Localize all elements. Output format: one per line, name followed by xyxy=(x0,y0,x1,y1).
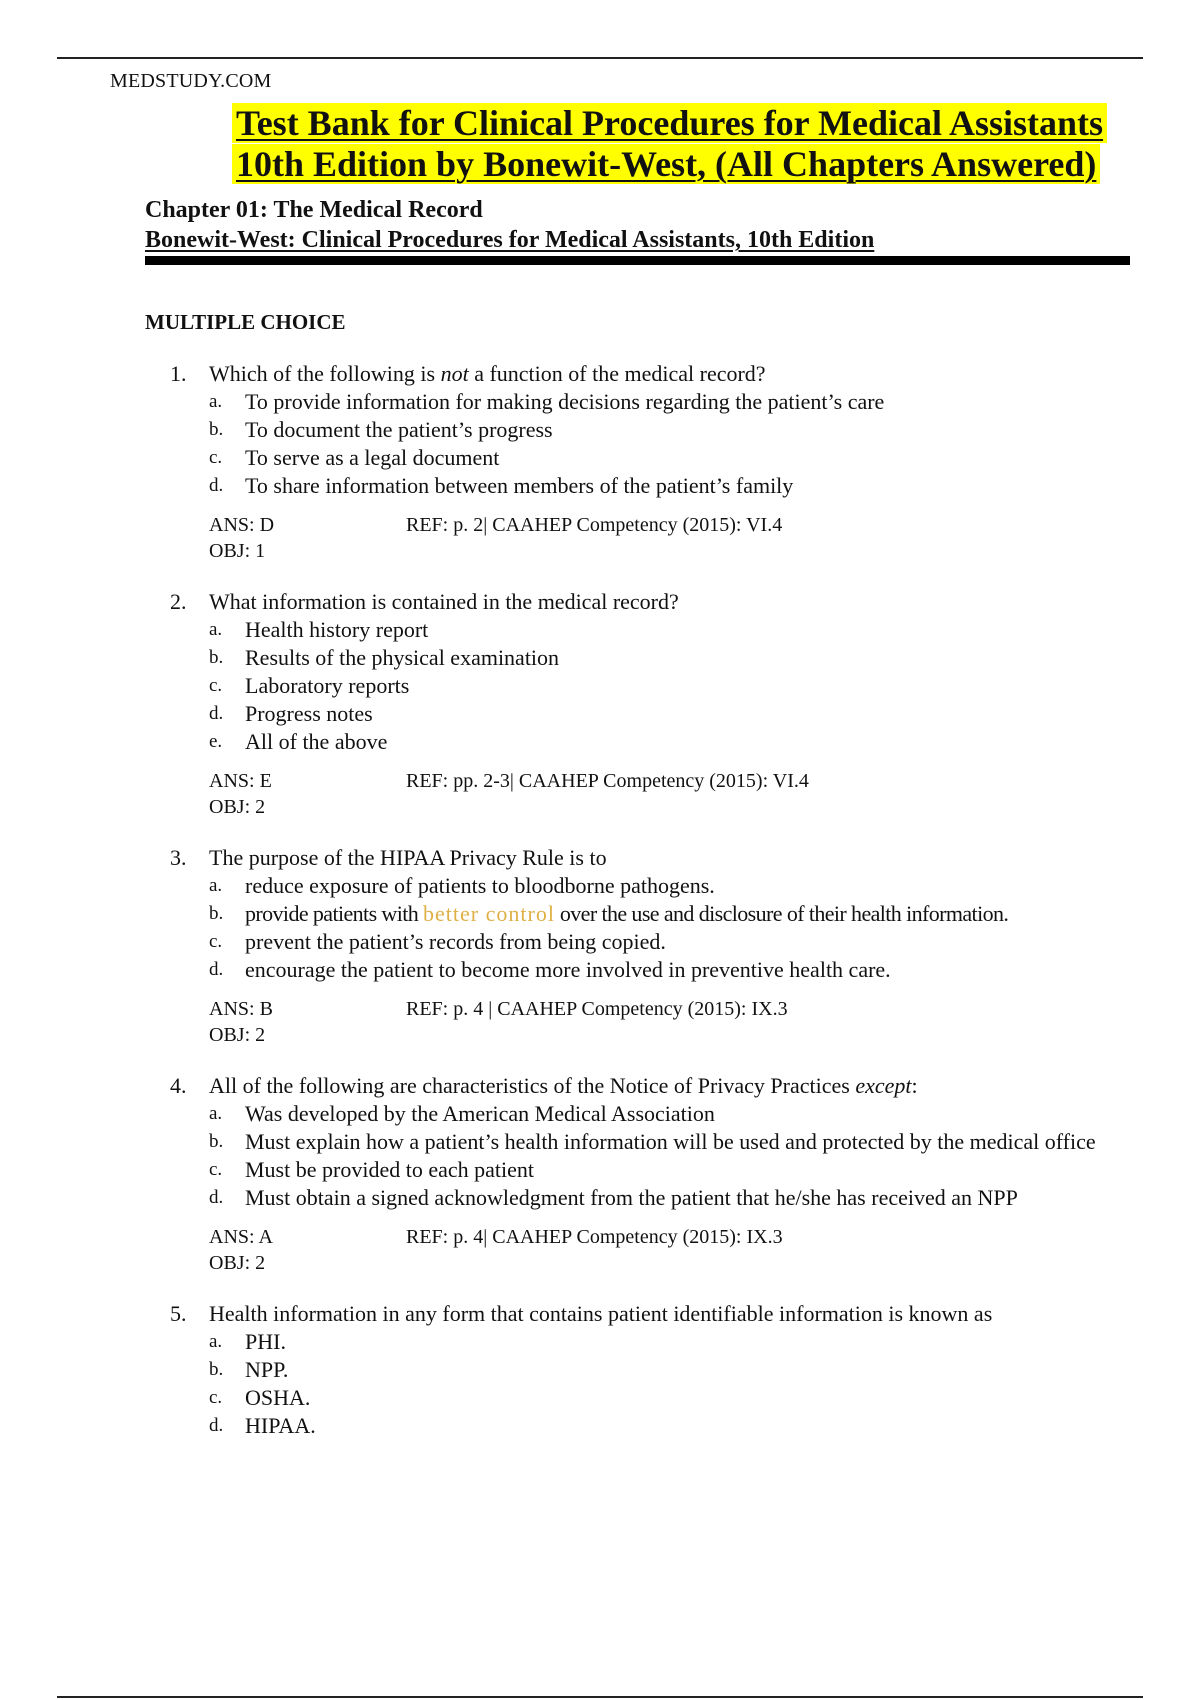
answer-option: a. Was developed by the American Medical Association xyxy=(209,1101,715,1126)
site-header: MEDSTUDY.COM xyxy=(110,70,272,92)
answer-key xyxy=(209,996,1100,1048)
reference: REF: p. 2| CAAHEP Competency (2015): VI.4 xyxy=(406,514,783,536)
document-title xyxy=(232,103,1132,185)
question-number: 4. xyxy=(170,1073,187,1098)
objective: OBJ: 2 xyxy=(209,1024,266,1046)
reference: REF: pp. 2-3| CAAHEP Competency (2015): VI.4 xyxy=(406,770,809,792)
objective: OBJ: 1 xyxy=(209,540,266,562)
question-5 xyxy=(170,1300,1100,1440)
answer-option: d. encourage the patient to become more involved in preventive health care. xyxy=(209,957,891,982)
answer-option: b. Results of the physical examination xyxy=(209,645,560,670)
question-3 xyxy=(170,844,1100,1048)
book-title: Bonewit-West: Clinical Procedures for Medical Assistants, 10th Edition xyxy=(145,227,875,253)
chapter-divider xyxy=(145,256,1130,265)
answer-option: b. To document the patient’s progress xyxy=(209,417,553,442)
question-2 xyxy=(170,588,1100,820)
objective: OBJ: 2 xyxy=(209,1252,266,1274)
answer-key xyxy=(209,512,1100,564)
answer-option: c. To serve as a legal document xyxy=(209,445,500,470)
question-text: The purpose of the HIPAA Privacy Rule is to xyxy=(209,845,607,870)
title-line-1: Test Bank for Clinical Procedures for Medical Assistants xyxy=(232,103,1107,143)
question-text: All of the following are characteristics of the Notice of Privacy Practices except: xyxy=(209,1073,918,1098)
answer-option: b. provide patients with better control over the use and disclosure of their health information. xyxy=(209,901,1009,926)
answer-option: d. Progress notes xyxy=(209,701,373,726)
answer-option: b. NPP. xyxy=(209,1357,289,1382)
answer: ANS: E xyxy=(209,770,272,792)
answer-option: d. To share information between members of the patient’s family xyxy=(209,473,794,498)
answer-option: a. reduce exposure of patients to bloodborne pathogens. xyxy=(209,873,715,898)
question-1 xyxy=(170,360,1100,564)
answer-option: c. Must be provided to each patient xyxy=(209,1157,534,1182)
question-number: 5. xyxy=(170,1301,187,1326)
question-4 xyxy=(170,1072,1100,1276)
bottom-rule xyxy=(57,1696,1143,1698)
answer-option: c. OSHA. xyxy=(209,1385,311,1410)
objective: OBJ: 2 xyxy=(209,796,266,818)
answer-option: e. All of the above xyxy=(209,729,388,754)
answer-option: c. prevent the patient’s records from being copied. xyxy=(209,929,666,954)
answer-option: d. HIPAA. xyxy=(209,1413,316,1438)
answer: ANS: A xyxy=(209,1226,273,1248)
top-rule xyxy=(57,57,1143,59)
question-text: Which of the following is not a function of the medical record? xyxy=(209,361,766,386)
question-text: What information is contained in the medical record? xyxy=(209,589,679,614)
answer-option: c. Laboratory reports xyxy=(209,673,410,698)
answer-option: b. Must explain how a patient’s health information will be used and protected by the medical office xyxy=(209,1129,1096,1154)
question-text: Health information in any form that contains patient identifiable information is known as xyxy=(209,1301,993,1326)
answer-option: a. PHI. xyxy=(209,1329,286,1354)
answer: ANS: D xyxy=(209,514,275,536)
answer-option: a. Health history report xyxy=(209,617,429,642)
question-number: 1. xyxy=(170,361,187,386)
answer-option: d. Must obtain a signed acknowledgment from the patient that he/she has received an NPP xyxy=(209,1185,1018,1210)
answer: ANS: B xyxy=(209,998,273,1020)
question-number: 2. xyxy=(170,589,187,614)
section-heading: MULTIPLE CHOICE xyxy=(145,310,346,334)
reference: REF: p. 4| CAAHEP Competency (2015): IX.3 xyxy=(406,1226,783,1248)
answer-key xyxy=(209,768,1100,820)
question-number: 3. xyxy=(170,845,187,870)
title-line-2: 10th Edition by Bonewit-West, (All Chapters Answered) xyxy=(232,144,1100,184)
answer-key xyxy=(209,1224,1100,1276)
chapter-title: Chapter 01: The Medical Record xyxy=(145,197,483,223)
reference: REF: p. 4 | CAAHEP Competency (2015): IX.3 xyxy=(406,998,788,1020)
answer-option: a. To provide information for making decisions regarding the patient’s care xyxy=(209,389,885,414)
watermark-overlay: better control xyxy=(423,901,555,926)
question-list xyxy=(170,360,1100,1440)
